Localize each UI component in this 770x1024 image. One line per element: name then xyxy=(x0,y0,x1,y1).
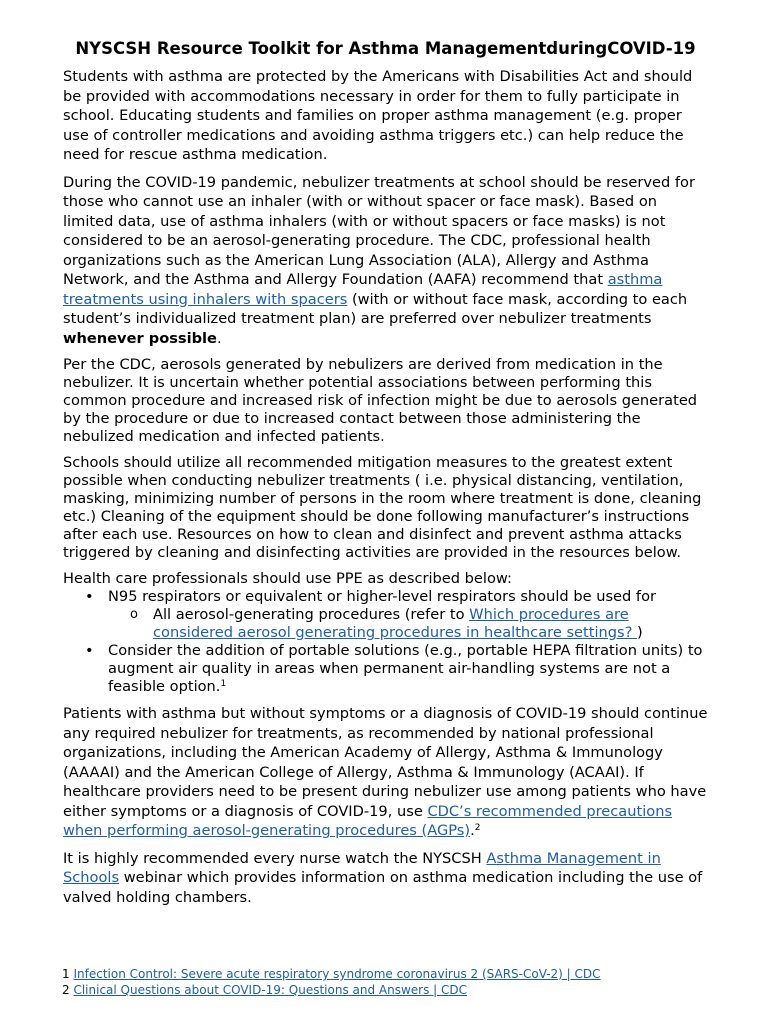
paragraph-text: It is highly recommended every nurse watch the NYSCSH xyxy=(63,849,487,867)
paragraph-patients-asthma xyxy=(63,704,708,841)
sub-bullet-list xyxy=(108,606,708,642)
paragraph-text: (with or without face mask, according to each student’s individualized treatment plan) are preferred over nebulizer treatments xyxy=(63,290,688,327)
paragraph-webinar xyxy=(63,849,708,908)
paragraph-text: During the COVID-19 pandemic, nebulizer treatments at school should be reserved for those who cannot use an inhaler (with or without spacer or face mask). Based on limited data, use of asthma inhalers (with or without spacers or face masks) is not considered to be an aerosol-generating procedure. The CDC, professional health organizations such as the American Lung Association (ALA), Allergy and Asthma Network, and the Asthma and Allergy Foundation (AAFA) recommend that xyxy=(63,173,695,288)
sub-list-item xyxy=(108,606,708,642)
list-item-text: ) xyxy=(637,624,643,641)
page-title: NYSCSH Resource Toolkit for Asthma ManagementduringCOVID-19 xyxy=(75,39,696,58)
paragraph-nebulizer-reserved xyxy=(63,173,708,349)
list-item xyxy=(63,642,708,696)
paragraph-cdc-aerosols: Per the CDC, aerosols generated by nebulizers are derived from medication in the nebulizer. It is uncertain whether potential associations between performing this common procedure and increased risk of infection might be due to aerosols generated by the procedure or due to increased contact between those administering the nebulized medication and infected patients. xyxy=(63,356,698,445)
webinar-link[interactable]: Asthma Management in Schools xyxy=(63,849,661,886)
paragraph-ada: Students with asthma are protected by the Americans with Disabilities Act and should be provided with accommodations necessary in order for them to fully participate in school. Educating students and families on proper asthma management (e.g. proper use of controller medications and avoiding asthma triggers etc.) can help reduce the need for rescue asthma medication. xyxy=(63,68,693,163)
list-item xyxy=(63,588,708,642)
ppe-bullet-list xyxy=(63,588,708,696)
sub-bullet-marker: o xyxy=(130,607,138,622)
paragraph-ppe-intro: Health care professionals should use PPE as described below: xyxy=(63,570,512,587)
paragraph-text: webinar which provides information on asthma medication including the use of valved holding chambers. xyxy=(63,869,703,906)
footnote-number: 1 xyxy=(62,967,70,981)
agp-precautions-link[interactable]: CDC’s recommended precautions when performing aerosol-generating procedures (AGPs) xyxy=(63,802,673,839)
paragraph-text: . xyxy=(470,822,475,839)
paragraph-mitigation: Schools should utilize all recommended mitigation measures to the greatest extent possible when conducting nebulizer treatments ( i.e. physical distancing, ventilation, masking, minimizing number of persons in the room where treatment is done, cleaning etc.) Cleaning of the equipment should be done following manufacturer’s instructions after each use. Resources on how to clean and disinfect and prevent asthma attacks triggered by cleaning and disinfecting activities are provided in the resources below. xyxy=(63,454,702,561)
list-item-text: Consider the addition of portable solutions (e.g., portable HEPA filtration units) to augment air quality in areas when permanent air-handling systems are not a feasible option. xyxy=(108,642,703,695)
inhalers-with-spacers-link[interactable]: asthma treatments using inhalers with spacers xyxy=(63,271,663,308)
footnote-ref: 1 xyxy=(220,679,227,689)
footnote-link[interactable]: Clinical Questions about COVID-19: Questions and Answers | CDC xyxy=(73,983,468,997)
bullet-marker: • xyxy=(85,588,94,605)
footnote-link[interactable]: Infection Control: Severe acute respiratory syndrome coronavirus 2 (SARS-CoV-2) | CDC xyxy=(73,967,601,981)
paragraph-text: . xyxy=(216,329,222,347)
list-item-text: N95 respirators or equivalent or higher-level respirators should be used for xyxy=(108,588,656,605)
footnote xyxy=(62,966,601,982)
footnote-ref: 2 xyxy=(474,823,481,833)
footnote xyxy=(62,982,601,998)
footnote-number: 2 xyxy=(62,983,70,997)
aerosol-procedures-link[interactable]: Which procedures are considered aerosol generating procedures in healthcare settings? xyxy=(153,606,638,641)
paragraph-text: Patients with asthma but without symptoms or a diagnosis of COVID-19 should continue any required nebulizer for treatments, as recommended by national professional organizations, including the American Academy of Allergy, Asthma & Immunology (AAAAI) and the American College of Allergy, Asthma & Immunology (ACAAI). If healthcare providers need to be present during nebulizer use among patients who have either symptoms or a diagnosis of COVID-19, use xyxy=(63,705,708,820)
list-item-text: All aerosol-generating procedures (refer to xyxy=(153,606,470,623)
footnotes xyxy=(62,966,601,998)
bullet-marker: • xyxy=(85,642,94,659)
emphasis-text: whenever possible xyxy=(63,329,217,347)
